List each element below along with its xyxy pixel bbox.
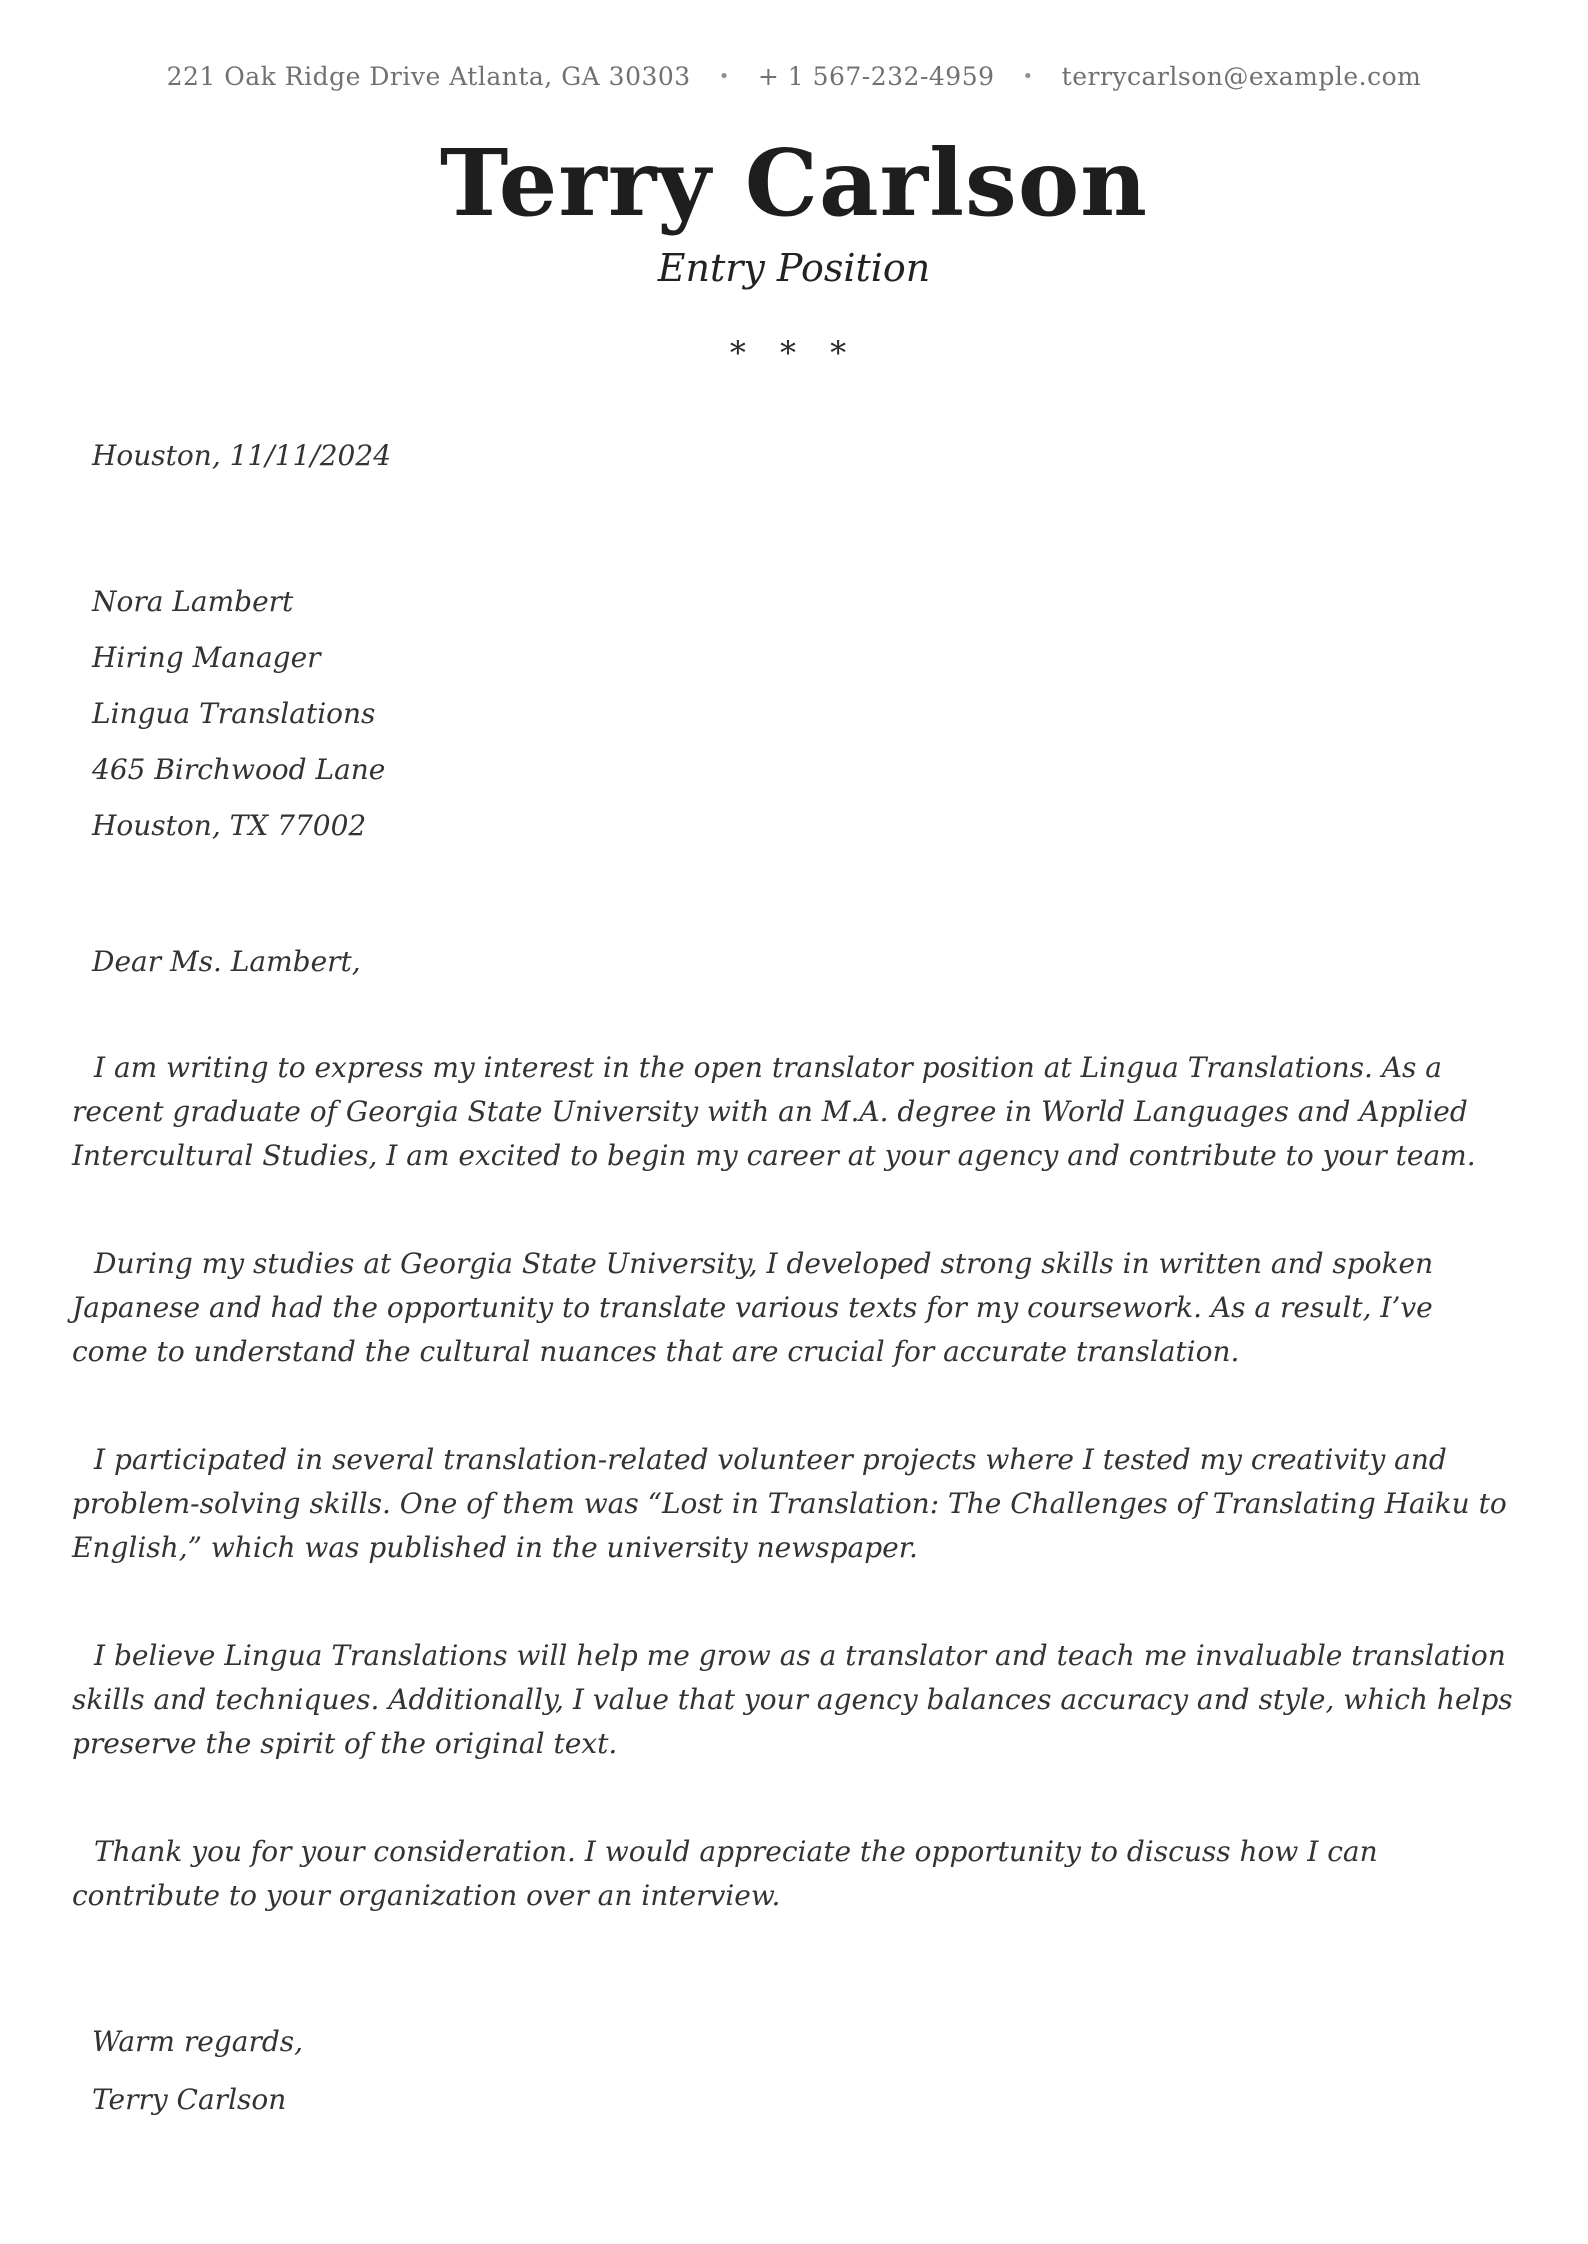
bullet-separator-icon: • (1022, 66, 1034, 87)
recipient-role: Hiring Manager (92, 640, 321, 674)
letter-body (72, 436, 1516, 2120)
recipient-block (92, 574, 1516, 854)
paragraph-projects: I participated in several translation-related volunteer projects where I tested my creativity and problem-solving skills. One of them was “Lost in Translation: The Challenges of Translating Haiku to English,” which was published in the university newspaper. (72, 1442, 1507, 1564)
salutation: Dear Ms. Lambert, (92, 944, 361, 978)
paragraph-thanks: Thank you for your consideration. I would appreciate the opportunity to discuss how I can contribute to your organization over an interview. (72, 1834, 1378, 1912)
position-title: Entry Position (657, 245, 931, 290)
bullet-separator-icon: • (718, 66, 730, 87)
asterisk-divider: * * * (729, 333, 859, 372)
paragraph-motivation: I believe Lingua Translations will help me grow as a translator and teach me invaluable translation skills and techniques. Additionally, I value that your agency balances accuracy and style, which helps preserve the spirit of the original text. (72, 1638, 1513, 1760)
contact-email: terrycarlson@example.com (1061, 62, 1422, 91)
recipient-name: Nora Lambert (92, 584, 294, 618)
contact-info (72, 62, 1516, 91)
paragraph-intro: I am writing to express my interest in the open translator position at Lingua Translations. As a recent graduate of Georgia State University with an M.A. degree in World Languages and Applied Intercultural Studies, I am excited to begin my career at your agency and contribute to your team. (72, 1050, 1476, 1172)
closing-phrase: Warm regards, (92, 2024, 304, 2058)
contact-address: 221 Oak Ridge Drive Atlanta, GA 30303 (166, 62, 691, 91)
contact-phone: + 1 567-232-4959 (757, 62, 995, 91)
recipient-street: 465 Birchwood Lane (92, 752, 386, 786)
date-line: Houston, 11/11/2024 (92, 438, 392, 472)
recipient-city: Houston, TX 77002 (92, 808, 367, 842)
candidate-name: Terry Carlson (439, 129, 1149, 237)
recipient-company: Lingua Translations (92, 696, 376, 730)
paragraph-studies: During my studies at Georgia State University, I developed strong skills in written and spoken Japanese and had the opportunity to translate various texts for my coursework. As a result, I’ve come to understand the cultural nuances that are crucial for accurate translation. (72, 1246, 1434, 1368)
signature-name: Terry Carlson (92, 2082, 287, 2116)
letter-header (72, 62, 1516, 372)
